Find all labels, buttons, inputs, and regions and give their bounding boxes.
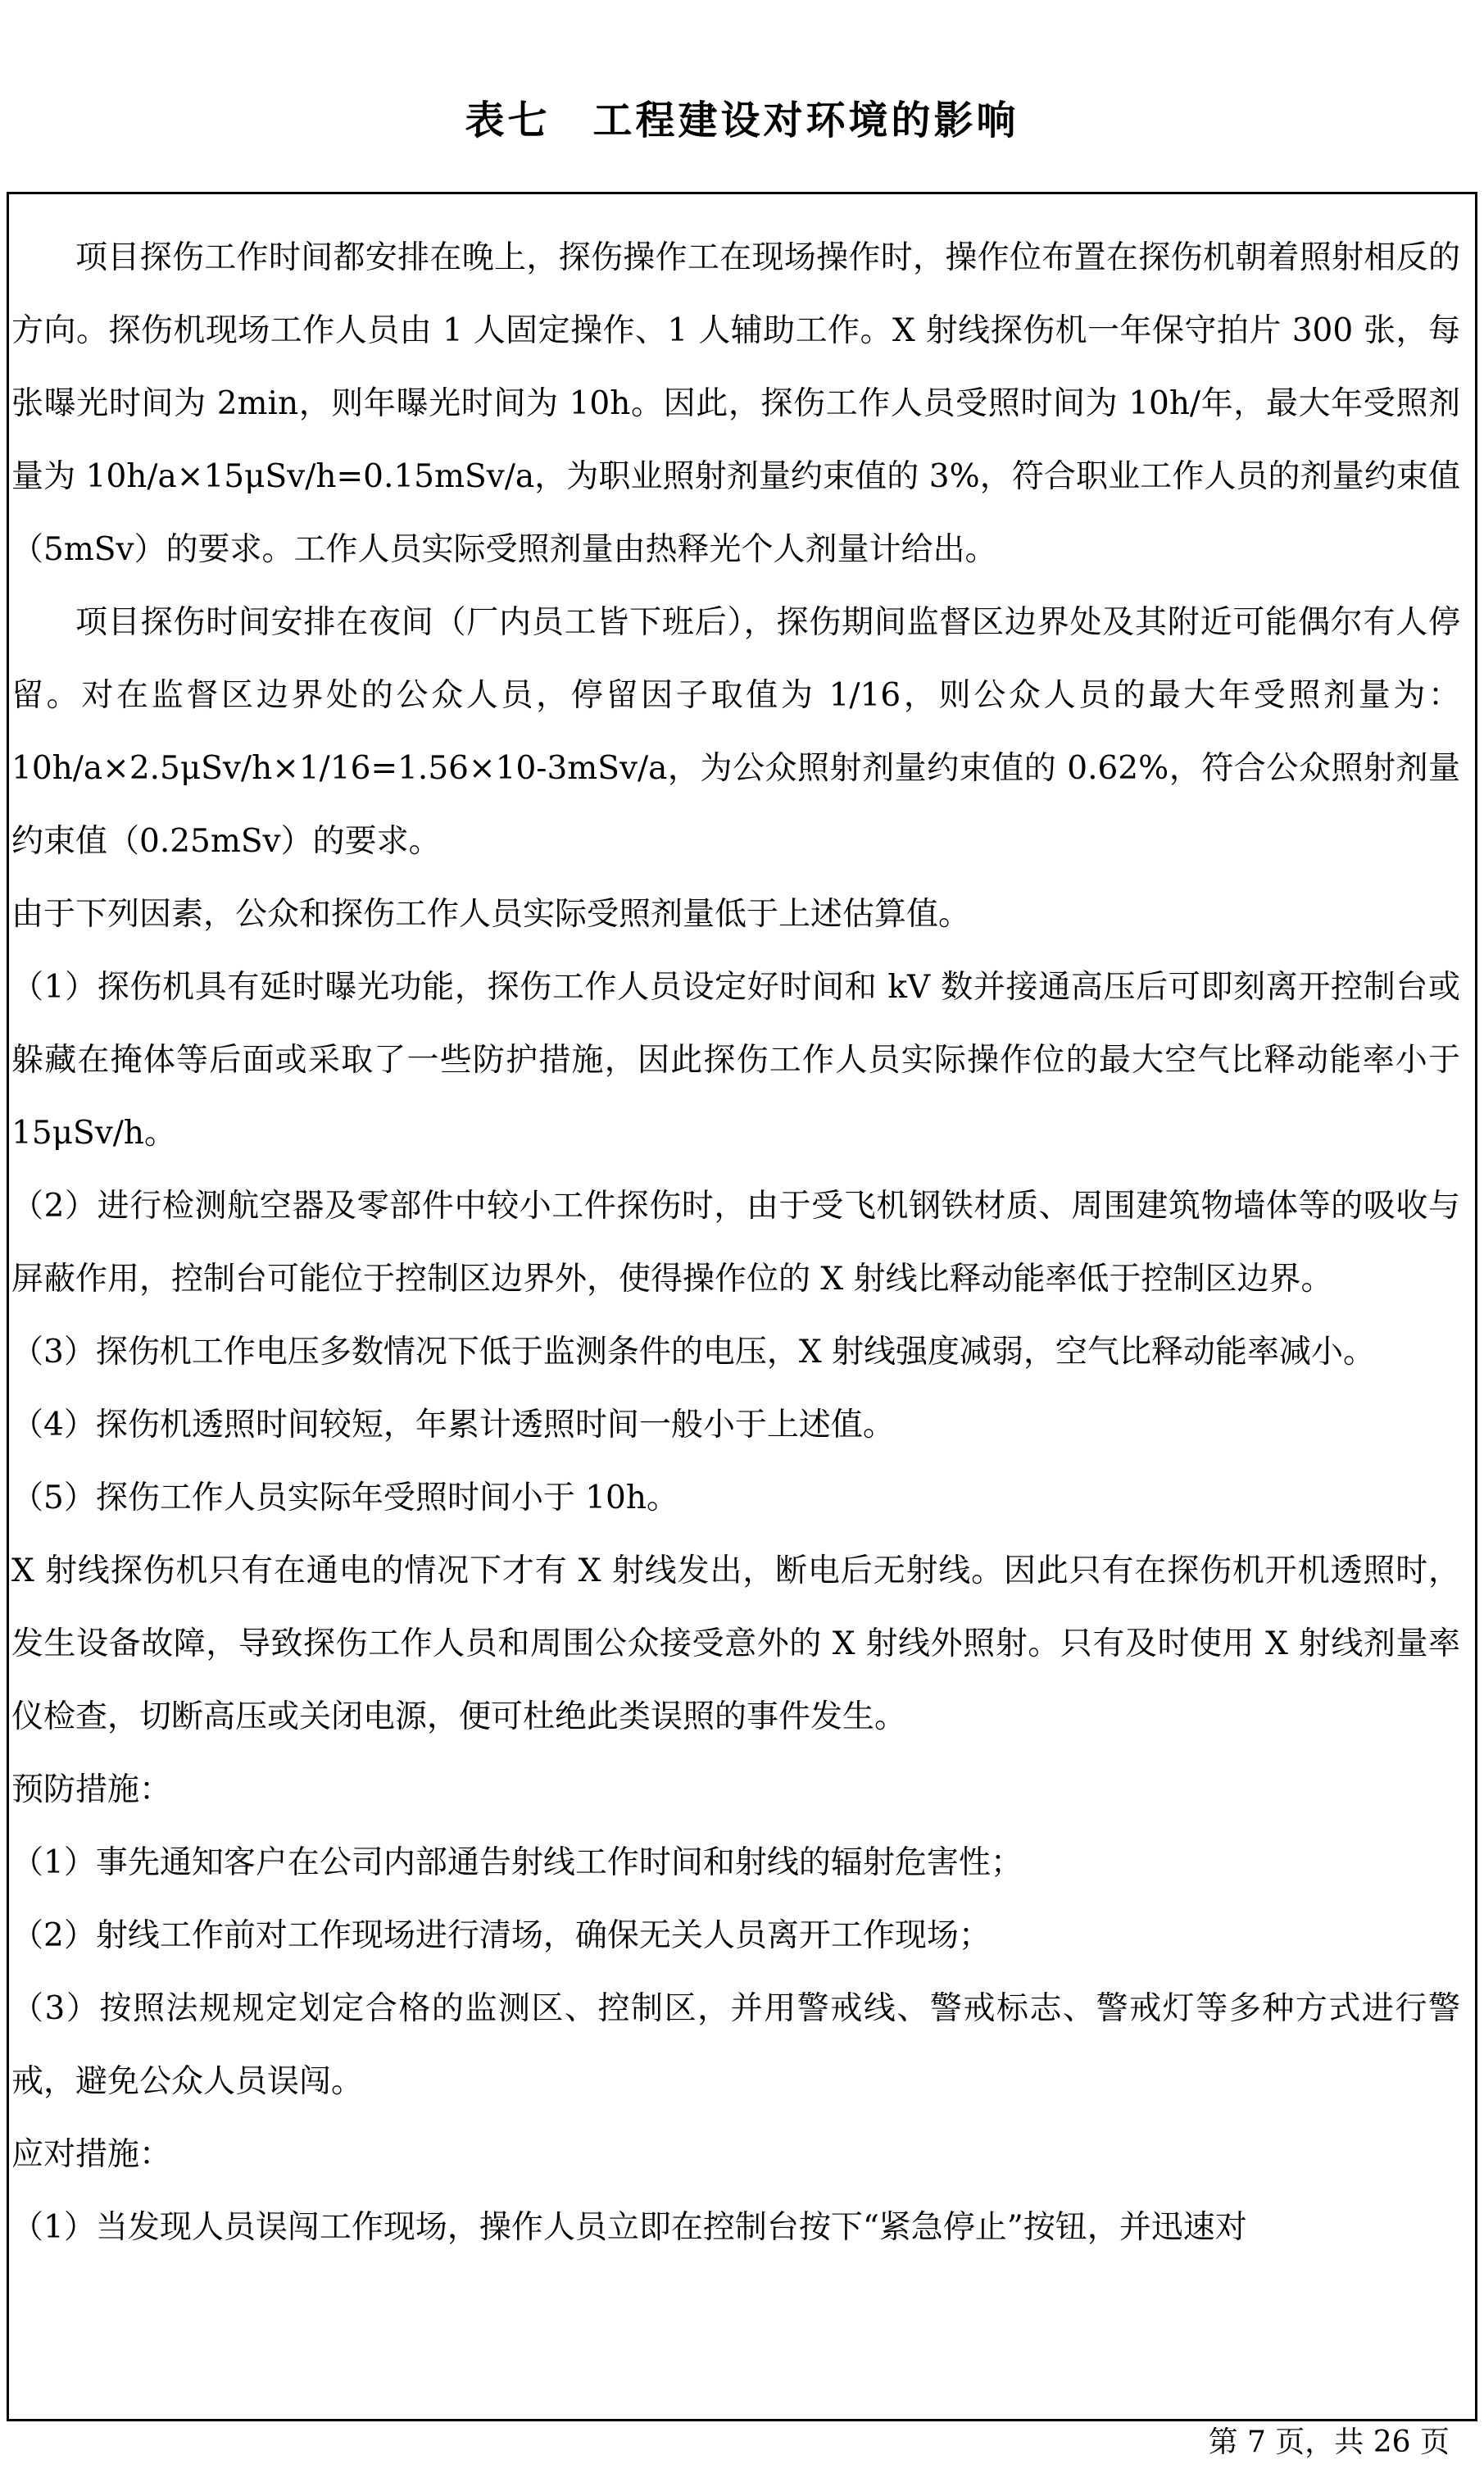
list-item-factor-4: （4）探伤机透照时间较短，年累计透照时间一般小于上述值。 — [11, 1407, 895, 1443]
page-title: 表七 工程建设对环境的影响 — [465, 98, 1019, 143]
list-item-prevention-2: （2）射线工作前对工作现场进行清场，确保无关人员离开工作现场； — [11, 1917, 991, 1954]
list-item-factor-3: （3）探伤机工作电压多数情况下低于监测条件的电压，X 射线强度减弱，空气比释动能率减小。 — [11, 1334, 1375, 1371]
list-item-prevention-1: （1）事先通知客户在公司内部通告射线工作时间和射线的辐射危害性； — [11, 1844, 1023, 1881]
list-item-factor-2: （2）进行检测航空器及零部件中较小工件探伤时，由于受飞机钢铁材质、周围建筑物墙体等的吸收与屏蔽作用，控制台可能位于控制区边界外，使得操作位的 X 射线比释动能率低于控制区边界。 — [11, 1188, 1460, 1298]
heading-prevention: 预防措施： — [11, 1771, 172, 1808]
paragraph-accident: X 射线探伤机只有在通电的情况下才有 X 射线发出，断电后无射线。因此只有在探伤机开机透照时，发生设备故障，导致探伤工作人员和周围公众接受意外的 X 射线外照射。只有及时使用 X 射线剂量率仪检查，切断高压或关闭电源，便可杜绝此类误照的事件发生。 — [11, 1552, 1460, 1735]
paragraph-public-dose: 项目探伤时间安排在夜间（厂内员工皆下班后），探伤期间监督区边界处及其附近可能偶尔有人停留。对在监督区边界处的公众人员，停留因子取值为 1/16，则公众人员的最大年受照剂量为：10h/a×2.5μSv/h×1/16=1.56×10-3mSv/a，为公众照射剂量约束值的 0.62%，符合公众照射剂量约束值（0.25mSv）的要求。 — [11, 604, 1460, 860]
heading-response: 应对措施： — [11, 2136, 172, 2173]
list-item-prevention-3: （3）按照法规规定划定合格的监测区、控制区，并用警戒线、警戒标志、警戒灯等多种方式进行警戒，避免公众人员误闯。 — [11, 1990, 1460, 2100]
page-number: 第 7 页，共 26 页 — [1208, 2425, 1450, 2459]
list-item-factor-5: （5）探伤工作人员实际年受照时间小于 10h。 — [11, 1480, 678, 1516]
list-item-factor-1: （1）探伤机具有延时曝光功能，探伤工作人员设定好时间和 kV 数并接通高压后可即刻离开控制台或躲藏在掩体等后面或采取了一些防护措施，因此探伤工作人员实际操作位的最大空气比释动能率小于 15μSv/h。 — [11, 969, 1460, 1152]
paragraph-factors-intro: 由于下列因素，公众和探伤工作人员实际受照剂量低于上述估算值。 — [11, 896, 971, 933]
body-text — [11, 221, 1460, 2264]
list-item-response-1: （1）当发现人员误闯工作现场，操作人员立即在控制台按下“紧急停止”按钮，并迅速对 — [11, 2209, 1247, 2246]
paragraph-worker-dose: 项目探伤工作时间都安排在晚上，探伤操作工在现场操作时，操作位布置在探伤机朝着照射相反的方向。探伤机现场工作人员由 1 人固定操作、1 人辅助工作。X 射线探伤机一年保守拍片 300 张，每张曝光时间为 2min，则年曝光时间为 10h。因此，探伤工作人员受照时间为 10h/年，最大年受照剂量为 10h/a×15μSv/h=0.15mSv/a，为职业照射剂量约束值的 3%，符合职业工作人员的剂量约束值（5mSv）的要求。工作人员实际受照剂量由热释光个人剂量计给出。 — [11, 239, 1460, 568]
